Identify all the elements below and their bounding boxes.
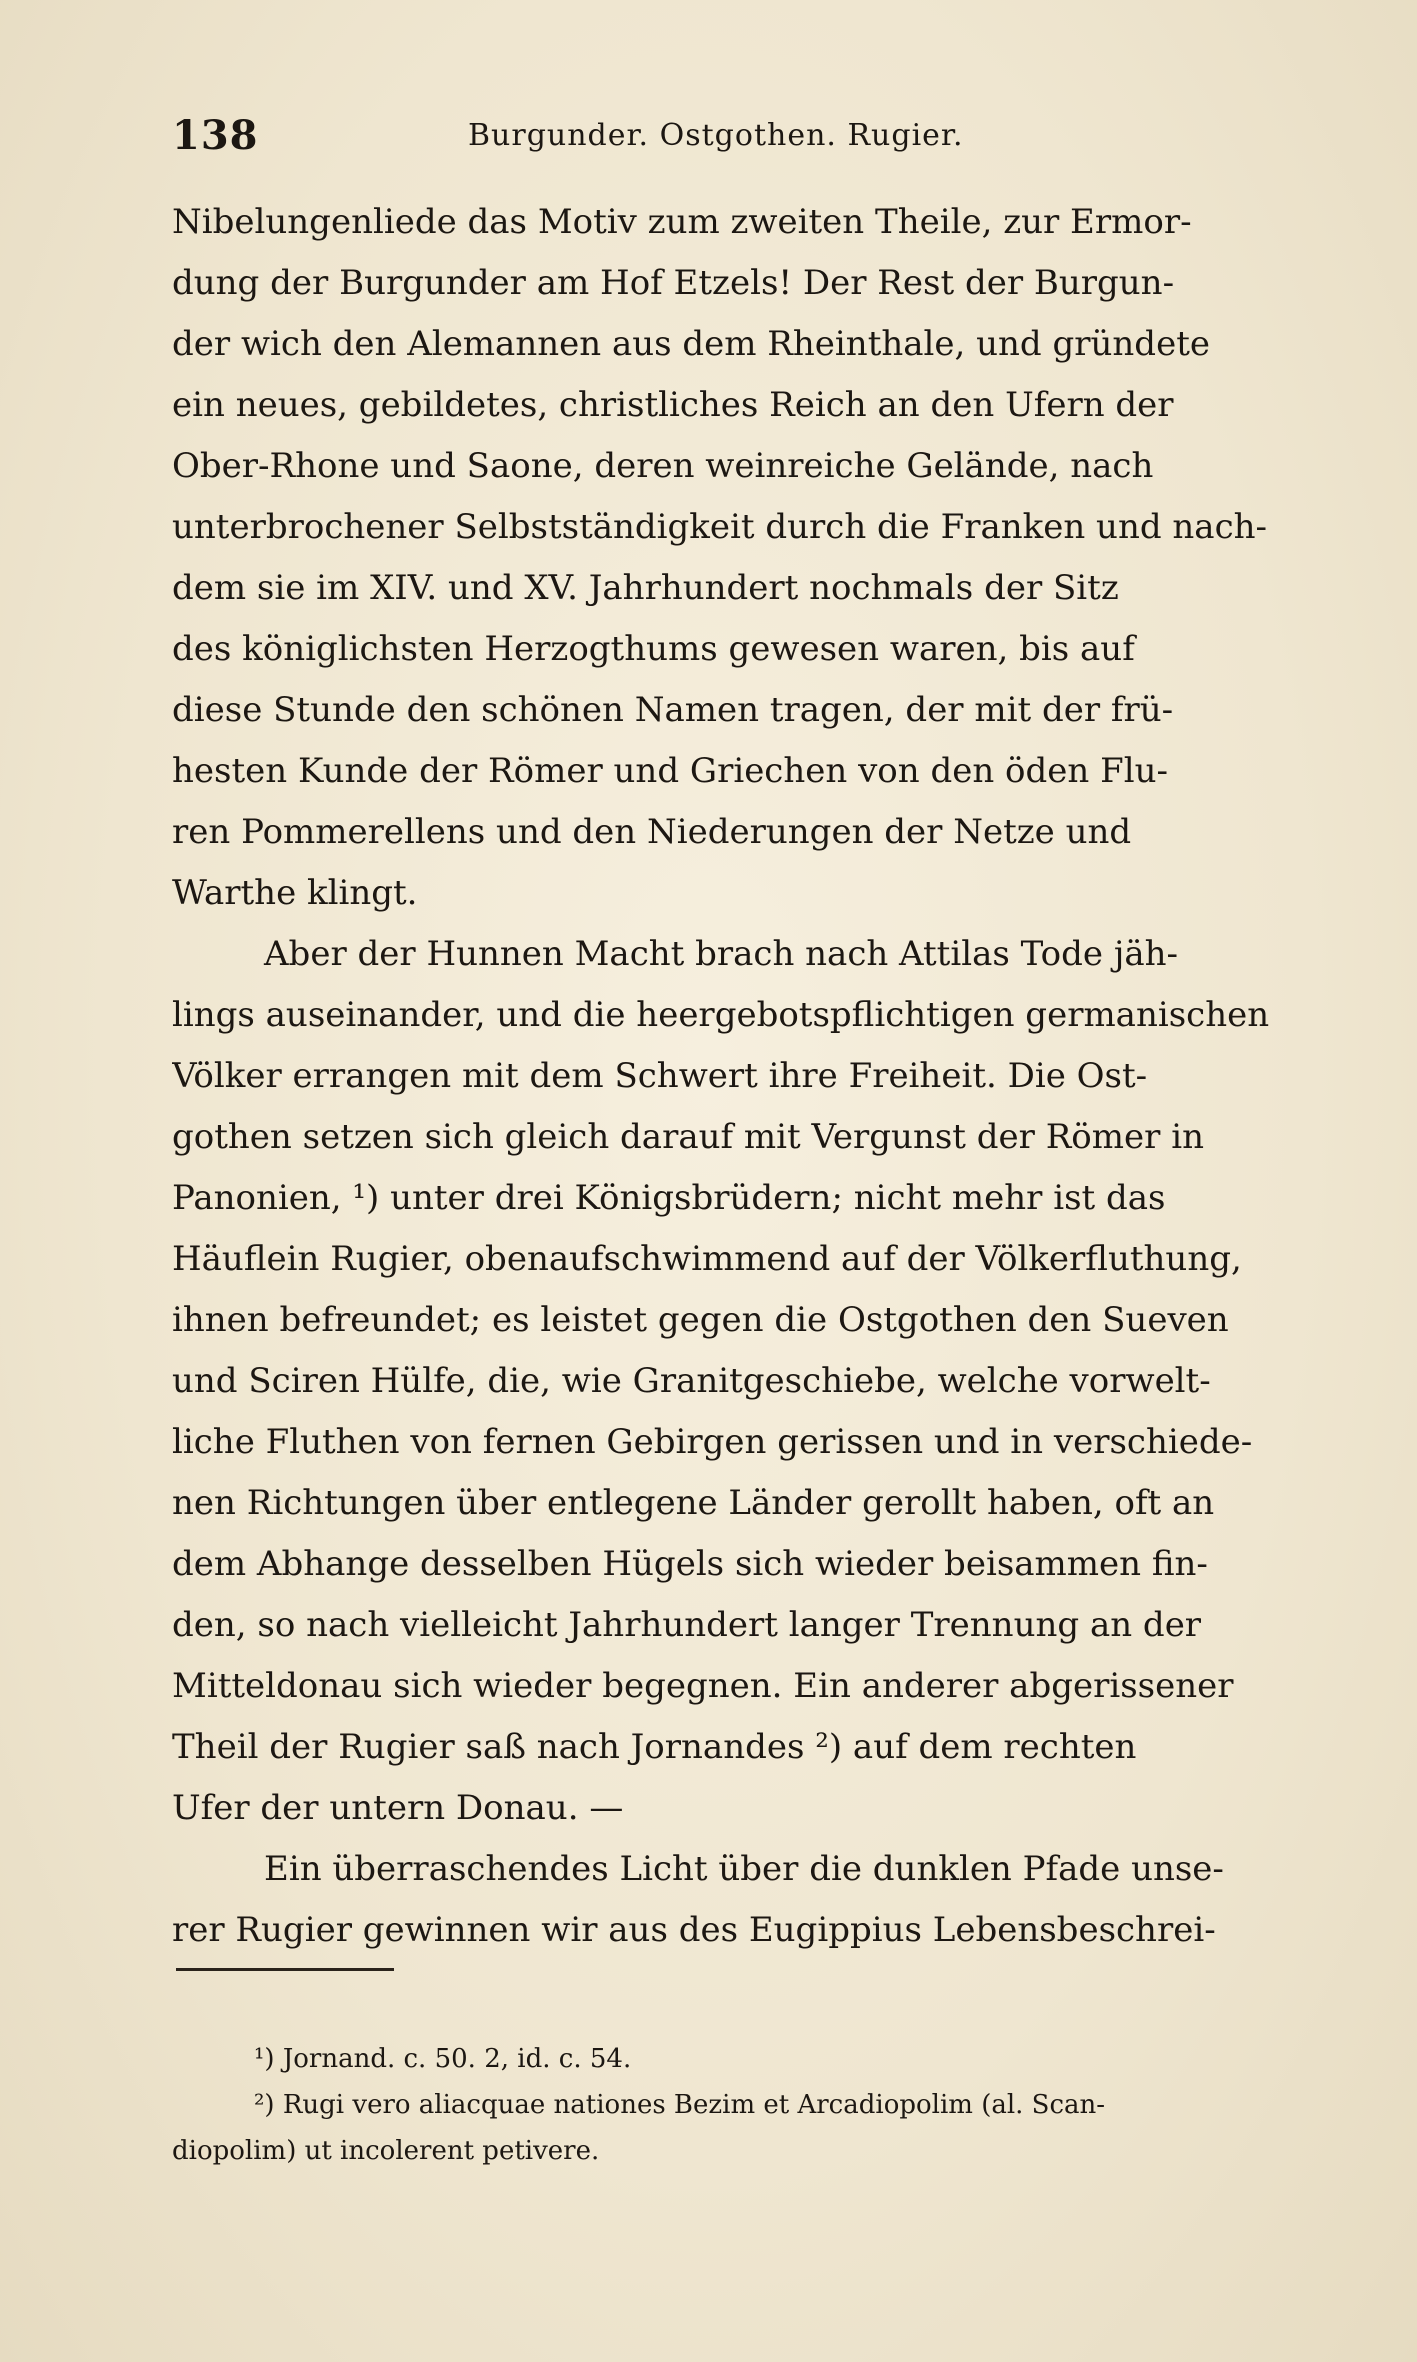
text-line: ein neues, gebildetes, christliches Reich an den Ufern der <box>172 385 1174 425</box>
body-text <box>172 192 1302 1961</box>
text-line: und Sciren Hülfe, die, wie Granitgeschiebe, welche vorwelt- <box>172 1361 1211 1401</box>
text-line: lings auseinander, und die heergebotspflichtigen germanischen <box>172 995 1270 1035</box>
text-line: nen Richtungen über entlegene Länder gerollt haben, oft an <box>172 1483 1215 1523</box>
text-line: Theil der Rugier saß nach Jornandes ²) auf dem rechten <box>172 1727 1137 1767</box>
text-line: Aber der Hunnen Macht brach nach Attilas Tode jäh- <box>264 934 1179 974</box>
text-line: der wich den Alemannen aus dem Rheinthale, und gründete <box>172 324 1210 364</box>
text-line: dem sie im XIV. und XV. Jahrhundert nochmals der Sitz <box>172 568 1119 608</box>
footnote-2-continued: diopolim) ut incolerent petivere. <box>172 2136 600 2166</box>
text-line: rer Rugier gewinnen wir aus des Eugippius Lebensbeschrei- <box>172 1910 1216 1950</box>
text-line: ren Pommerellens und den Niederungen der Netze und <box>172 812 1132 852</box>
footnotes <box>172 2036 1312 2174</box>
footnote-1: ¹) Jornand. c. 50. 2, id. c. 54. <box>254 2044 632 2074</box>
page-number: 138 <box>172 112 259 159</box>
footnote-divider <box>176 1968 394 1971</box>
text-line: Ein überraschendes Licht über die dunklen Pfade unse- <box>264 1849 1224 1889</box>
text-line: gothen setzen sich gleich darauf mit Vergunst der Römer in <box>172 1117 1204 1157</box>
text-line: diese Stunde den schönen Namen tragen, der mit der frü- <box>172 690 1174 730</box>
text-line: Warthe klingt. <box>172 873 418 913</box>
text-line: Ober-Rhone und Saone, deren weinreiche Gelände, nach <box>172 446 1154 486</box>
text-line: Häuflein Rugier, obenaufschwimmend auf der Völkerfluthung, <box>172 1239 1242 1279</box>
text-line: hesten Kunde der Römer und Griechen von den öden Flu- <box>172 751 1168 791</box>
footnote-2: ²) Rugi vero aliacquae nationes Bezim et Arcadiopolim (al. Scan- <box>254 2090 1106 2120</box>
text-line: Mitteldonau sich wieder begegnen. Ein anderer abgerissener <box>172 1666 1234 1706</box>
text-line: dung der Burgunder am Hof Etzels! Der Rest der Burgun- <box>172 263 1175 303</box>
text-line: Völker errangen mit dem Schwert ihre Freiheit. Die Ost- <box>172 1056 1148 1096</box>
text-line: ihnen befreundet; es leistet gegen die Ostgothen den Sueven <box>172 1300 1229 1340</box>
text-line: unterbrochener Selbstständigkeit durch die Franken und nach- <box>172 507 1268 547</box>
text-line: Ufer der untern Donau. — <box>172 1788 624 1828</box>
text-line: Panonien, ¹) unter drei Königsbrüdern; nicht mehr ist das <box>172 1178 1166 1218</box>
text-line: den, so nach vielleicht Jahrhundert langer Trennung an der <box>172 1605 1202 1645</box>
text-line: Nibelungenliede das Motiv zum zweiten Theile, zur Ermor- <box>172 202 1192 242</box>
text-line: liche Fluthen von fernen Gebirgen gerissen und in verschiede- <box>172 1422 1253 1462</box>
text-line: des königlichsten Herzogthums gewesen waren, bis auf <box>172 629 1135 669</box>
running-title: Burgunder. Ostgothen. Rugier. <box>468 118 964 153</box>
text-line: dem Abhange desselben Hügels sich wieder beisammen fin- <box>172 1544 1208 1584</box>
